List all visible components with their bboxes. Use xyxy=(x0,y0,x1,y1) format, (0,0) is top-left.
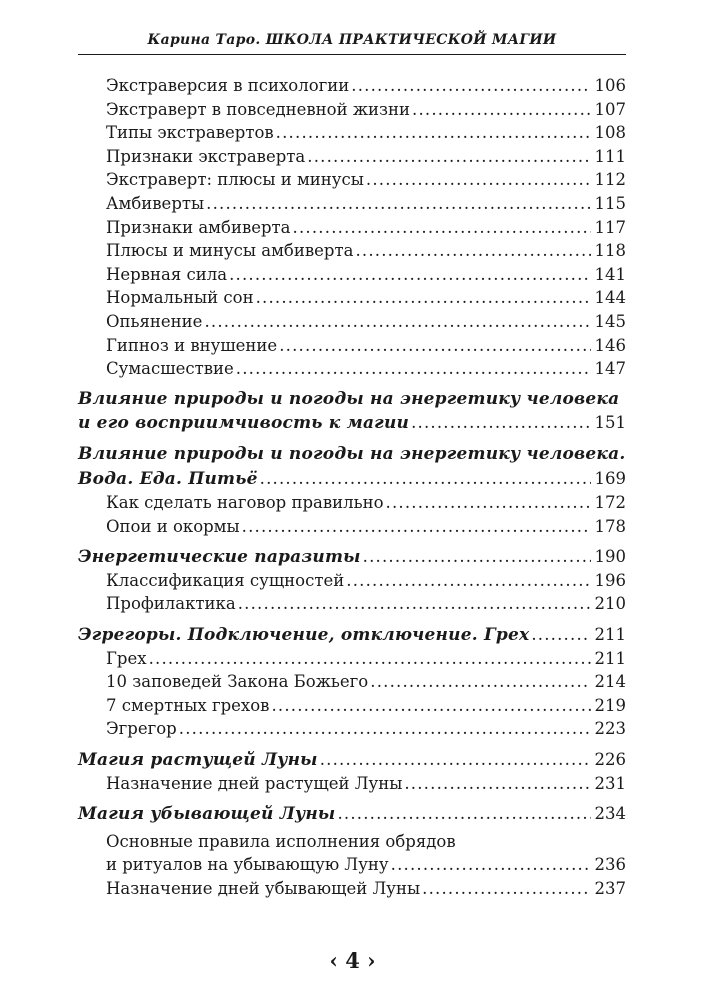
toc-entry[interactable] xyxy=(78,145,626,169)
toc-entry-page: 111 xyxy=(594,146,626,166)
toc-entry-page: 223 xyxy=(594,719,626,739)
toc-entry-title: Грех xyxy=(106,648,147,668)
toc-entry-title: Типы экстравертов xyxy=(106,123,274,143)
toc-section-page: 190 xyxy=(594,547,626,567)
toc-entry[interactable] xyxy=(78,772,626,796)
toc-entry-title: Назначение дней растущей Луны xyxy=(106,773,403,793)
leader-dots xyxy=(370,670,590,694)
toc-entry-title: Опьянение xyxy=(106,311,203,331)
leader-dots xyxy=(531,623,590,647)
toc-entry[interactable] xyxy=(78,491,626,515)
leader-dots xyxy=(276,121,591,145)
toc-entry-title: Сумасшествие xyxy=(106,359,234,379)
toc-entry-page: 106 xyxy=(594,76,626,95)
toc-entry-title-line1: Основные правила исполнения обрядов xyxy=(106,831,456,851)
toc-entry-page: 112 xyxy=(594,170,626,190)
toc-entry-page: 146 xyxy=(594,335,626,355)
leader-dots xyxy=(279,334,590,358)
toc-section-parasites[interactable] xyxy=(78,545,626,569)
toc-entry-page: 145 xyxy=(594,311,626,331)
toc-section-page: 226 xyxy=(594,750,626,770)
toc-entry[interactable] xyxy=(78,569,626,593)
leader-dots xyxy=(422,877,590,901)
toc-entry[interactable] xyxy=(78,74,626,98)
toc-section-title: Магия растущей Луны xyxy=(78,750,318,771)
leader-dots xyxy=(260,467,591,491)
toc-entry-title: 10 заповедей Закона Божьего xyxy=(106,672,369,692)
leader-dots xyxy=(386,491,591,515)
leader-dots xyxy=(229,263,590,287)
toc-entry[interactable] xyxy=(78,121,626,145)
toc-entry[interactable] xyxy=(78,877,626,901)
toc-section-page: 211 xyxy=(594,625,626,645)
toc-entry-page: 108 xyxy=(594,123,626,143)
toc-entry[interactable] xyxy=(78,286,626,310)
toc-entry[interactable] xyxy=(78,263,626,287)
toc-entry-page: 237 xyxy=(594,879,626,898)
leader-dots xyxy=(351,74,590,98)
toc-entry-page: 219 xyxy=(594,695,626,715)
toc-entry-title: Амбиверты xyxy=(106,193,205,213)
toc-section-title: Энергетические паразиты xyxy=(78,547,361,568)
toc-entry[interactable] xyxy=(78,168,626,192)
toc-section-title: Магия убывающей Луны xyxy=(78,804,336,825)
leader-dots xyxy=(346,569,590,593)
toc-entry-multiline[interactable] xyxy=(78,830,626,877)
toc-entry-title: Признаки экстраверта xyxy=(106,146,306,166)
toc-entry[interactable] xyxy=(78,98,626,122)
leader-dots xyxy=(320,748,591,772)
toc-section-nature-water-food[interactable] xyxy=(78,443,626,491)
toc-entry-title: Назначение дней убывающей Луны xyxy=(106,879,421,898)
toc-entry-title: Экстраверсия в психологии xyxy=(106,76,350,95)
toc-entry-title-line2: и ритуалов на убывающую Луну xyxy=(106,855,389,875)
toc-entry-title: Как сделать наговор правильно xyxy=(106,493,384,513)
leader-dots xyxy=(293,216,591,240)
toc-section-title-line1: Влияние природы и погоды на энергетику человека xyxy=(78,388,620,409)
table-of-contents xyxy=(78,74,626,901)
toc-entry[interactable] xyxy=(78,694,626,718)
toc-entry-page: 236 xyxy=(594,855,626,875)
toc-section-egregors[interactable] xyxy=(78,623,626,647)
toc-entry-title: Экстраверт в повседневной жизни xyxy=(106,99,411,119)
toc-entry-title: Плюсы и минусы амбиверта xyxy=(106,241,354,261)
toc-section-title: Эгрегоры. Подключение, отключение. Грех xyxy=(78,625,530,646)
toc-entry-title: Эгрегор xyxy=(106,719,177,739)
leader-dots xyxy=(391,853,591,877)
toc-entry-page: 144 xyxy=(594,288,626,308)
toc-section-title-line1: Влияние природы и погоды на энергетику человека. xyxy=(78,443,626,464)
toc-entry[interactable] xyxy=(78,647,626,671)
toc-entry-page: 211 xyxy=(594,648,626,668)
leader-dots xyxy=(238,592,591,616)
leader-dots xyxy=(404,772,590,796)
toc-section-page: 169 xyxy=(594,468,626,488)
leader-dots xyxy=(149,647,591,671)
toc-entry-page: 231 xyxy=(594,773,626,793)
toc-entry-page: 210 xyxy=(594,594,626,614)
toc-section-waning-moon[interactable] xyxy=(78,802,626,826)
leader-dots xyxy=(256,286,591,310)
toc-entry[interactable] xyxy=(78,310,626,334)
leader-dots xyxy=(366,168,591,192)
toc-entry-page: 178 xyxy=(594,516,626,536)
header-title: Карина Таро. ШКОЛА ПРАКТИЧЕСКОЙ МАГИИ xyxy=(147,32,557,48)
toc-entry[interactable] xyxy=(78,192,626,216)
leader-dots xyxy=(355,239,590,263)
leader-dots xyxy=(411,411,590,435)
toc-entry[interactable] xyxy=(78,717,626,741)
toc-entry-page: 196 xyxy=(594,570,626,590)
toc-section-title-line2: Вода. Еда. Питьё xyxy=(78,468,258,489)
toc-entry[interactable] xyxy=(78,515,626,539)
toc-entry[interactable] xyxy=(78,670,626,694)
toc-section-nature-magic[interactable] xyxy=(78,388,626,436)
leader-dots xyxy=(271,694,590,718)
toc-entry-page: 117 xyxy=(594,217,626,237)
toc-entry-page: 214 xyxy=(594,672,626,692)
toc-entry-page: 118 xyxy=(594,241,626,261)
toc-entry[interactable] xyxy=(78,239,626,263)
leader-dots xyxy=(179,717,591,741)
toc-entry[interactable] xyxy=(78,592,626,616)
toc-entry[interactable] xyxy=(78,334,626,358)
toc-entry-title: Классификация сущностей xyxy=(106,570,345,590)
toc-entry-page: 147 xyxy=(594,359,626,379)
toc-section-waxing-moon[interactable] xyxy=(78,748,626,772)
toc-entry-page: 141 xyxy=(594,264,626,284)
toc-section-page: 151 xyxy=(594,413,626,433)
toc-entry-page: 107 xyxy=(594,99,626,119)
toc-entry-title: Экстраверт: плюсы и минусы xyxy=(106,170,364,190)
toc-entry-title: Профилактика xyxy=(106,594,236,614)
leader-dots xyxy=(307,145,590,169)
toc-entry[interactable] xyxy=(78,216,626,240)
leader-dots xyxy=(412,98,590,122)
toc-entry-title: Опои и окормы xyxy=(106,516,240,536)
leader-dots xyxy=(363,545,591,569)
leader-dots xyxy=(236,357,591,381)
toc-entry-title: Признаки амбиверта xyxy=(106,217,291,237)
toc-section-page: 234 xyxy=(594,804,626,824)
leader-dots xyxy=(337,802,590,826)
running-header xyxy=(78,28,626,55)
toc-entry[interactable] xyxy=(78,357,626,381)
toc-entry-title: Нервная сила xyxy=(106,264,228,284)
leader-dots xyxy=(206,192,590,216)
leader-dots xyxy=(204,310,590,334)
toc-entry-page: 172 xyxy=(594,493,626,513)
toc-entry-title: 7 смертных грехов xyxy=(106,695,270,715)
toc-entry-page: 115 xyxy=(594,193,626,213)
toc-entry-title: Гипноз и внушение xyxy=(106,335,278,355)
page-number: ‹ 4 › xyxy=(329,948,376,973)
leader-dots xyxy=(242,515,591,539)
toc-section-title-line2: и его восприимчивость к магии xyxy=(78,413,410,434)
toc-entry-title: Нормальный сон xyxy=(106,288,254,308)
